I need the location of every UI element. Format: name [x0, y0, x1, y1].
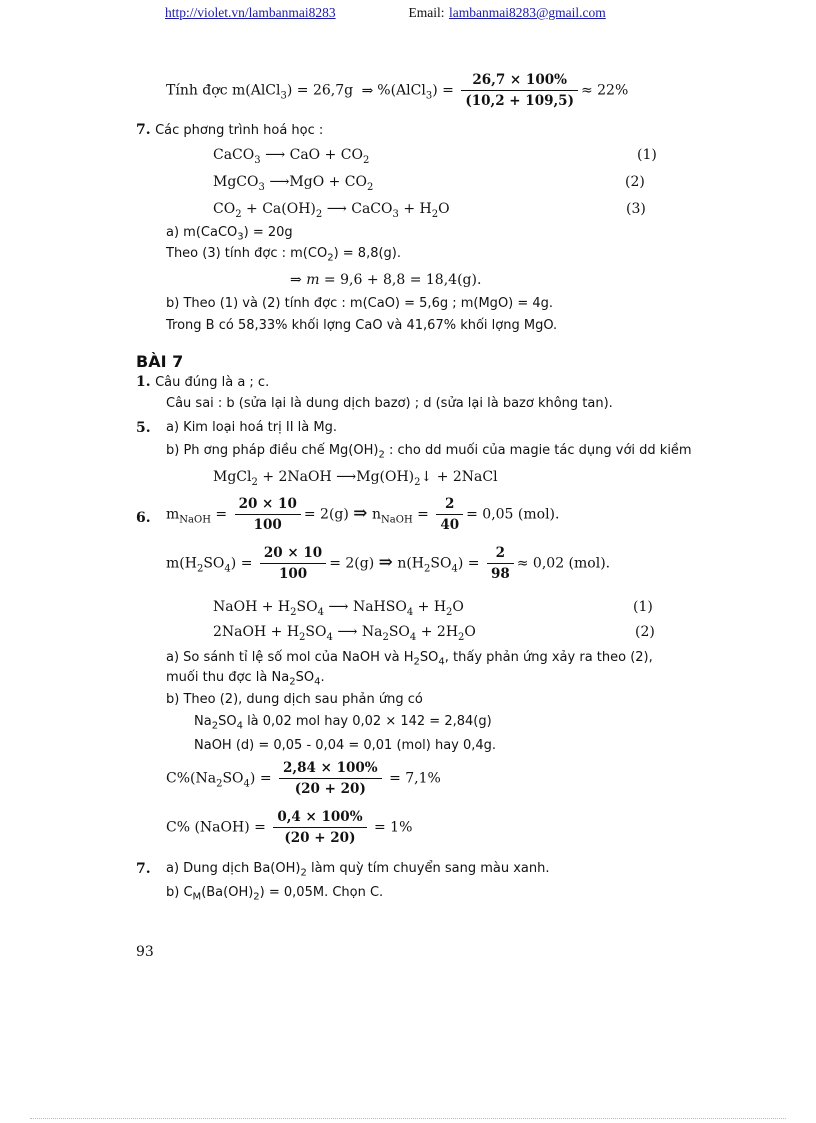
right-arrow-icon: ⟶	[336, 469, 357, 485]
bai7-q6-number: 6.	[136, 510, 151, 526]
fraction-naoh-mass: $\frac{20 \times 10}{100}$	[235, 496, 301, 533]
implies-arrow-icon: ⇒	[378, 552, 393, 573]
header-email-link[interactable]: lambanmai8283@gmail.com	[448, 5, 606, 20]
bai7-q1: 1. Câu đúng là a ; c.	[136, 374, 270, 390]
c-percent-naoh: C% (NaOH) = $\frac{0,4 \times 100\%}{(20 + 20)}$ = 1%	[166, 809, 413, 846]
bai7-q7-number: 7.	[136, 861, 151, 877]
section-title-bai-7: BÀI 7	[136, 352, 184, 371]
fraction-h2so4-mass: $\frac{20 \times 10}{100}$	[260, 545, 326, 582]
bai7-q5-a: a) Kim loại hoá trị II là Mg.	[166, 420, 337, 435]
bai7-q5-b: b) Ph ơng pháp điều chế $Mg(OH)_2$ : cho dd muối của magie tác dụng với dd kiềm	[166, 443, 692, 461]
equation-3-number: (3)	[626, 201, 646, 217]
question-7-heading: 7. Các phơng trình hoá học :	[136, 122, 324, 138]
equation-2-number: (2)	[625, 174, 645, 190]
bai7-q7-a: a) Dung dịch $Ba(OH)_2$ làm quỳ tím chuyển sang màu xanh.	[166, 861, 550, 879]
equation-1-number: (1)	[637, 147, 657, 163]
na2so4-line: $Na_2SO_4$ là 0,02 mol hay 0,02 × 142 = 2,84(g)	[194, 714, 492, 732]
page-bottom-divider	[30, 1118, 786, 1119]
right-arrow-icon: ⟶	[269, 174, 290, 190]
right-arrow-icon: ⟶	[337, 624, 358, 640]
implies-arrow-icon: ⇒	[361, 82, 374, 99]
answer-a-caco3: a) m(CaCO$_3$) = 20g	[166, 225, 293, 243]
right-arrow-icon: ⟶	[328, 599, 349, 615]
fraction-naoh-mol: $\frac{2}{40}$	[436, 496, 463, 533]
bai7-q5: 5.	[136, 420, 151, 436]
right-arrow-icon: ⟶	[326, 201, 347, 217]
fraction-alcl3: $\frac{26,7 \times 100\%}{(10,2 + 109,5)}$	[461, 72, 578, 109]
alcl3-line: Tính đợc m(AlCl$_3$) = 26,7g ⇒ %(AlCl$_3$) = $\frac{26,7 \times 100\%}{(10,2 + 109,5)}$ ≈ 22%	[166, 72, 629, 109]
naoh-excess-line: NaOH (d) = 0,05 - 0,04 = 0,01 (mol) hay 0,4g.	[194, 738, 497, 753]
right-arrow-icon: ⟶	[265, 147, 286, 163]
c-percent-na2so4: $C\%(Na_2SO_4)$ = $\frac{2,84 \times 100\%}{(20 + 20)}$ = 7,1%	[166, 760, 441, 797]
q6-b-line: b) Theo (2), dung dịch sau phản ứng có	[166, 692, 423, 707]
reaction-1: NaOH + $H_2SO_4$ ⟶ NaHSO$_4$ + $H_2O$	[213, 599, 464, 618]
fraction-h2so4-mol: $\frac{2}{98}$	[487, 545, 514, 582]
q6-a-line-1: a) So sánh tỉ lệ số mol của NaOH và $H_2SO_4$, thấy phản ứng xảy ra theo (2),	[166, 650, 653, 668]
reaction-2: 2NaOH + $H_2SO_4$ ⟶ $Na_2SO_4 + 2H_2O$	[213, 624, 476, 643]
bai7-q1-sub: Câu sai : b (sửa lại là dung dịch bazơ) ; d (sửa lại là bazơ không tan).	[166, 396, 613, 411]
header-email-label: Email:	[408, 5, 445, 20]
implies-arrow-icon: ⇒	[353, 503, 368, 524]
equation-2: MgCO$_3$ ⟶MgO + $CO_2$	[213, 174, 374, 193]
reaction-1-number: (1)	[633, 599, 653, 615]
reaction-2-number: (2)	[635, 624, 655, 640]
page-number: 93	[136, 944, 154, 960]
bai7-q5-equation: MgCl$_2$ + 2NaOH $⟶Mg(OH)_2↓$ + 2NaCl	[213, 469, 498, 488]
bai7-q7-b: b) $C_M(Ba(OH)_2) = 0,05M$. Chọn C.	[166, 885, 384, 903]
m-result-line: ⇒ m = 9,6 + 8,8 = 18,4(g).	[290, 272, 482, 288]
fraction-c-na2so4: $\frac{2,84 \times 100\%}{(20 + 20)}$	[279, 760, 382, 797]
theo-3-line: Theo (3) tính đợc : $m(CO_2) = 8,8(g)$.	[166, 246, 401, 264]
trong-b-line: Trong B có 58,33% khối lợng CaO và 41,67% khối lợng MgO.	[166, 318, 558, 333]
fraction-c-naoh: $\frac{0,4 \times 100\%}{(20 + 20)}$	[273, 809, 366, 846]
equation-3: $CO_2 + Ca(OH)_2$ ⟶ CaCO$_3$ + $H_2O$	[213, 201, 450, 220]
naoh-mass-line: $m_{NaOH}$ = $\frac{20 \times 10}{100}$ = 2(g) ⇒ $n_{NaOH}$ = $\frac{2}{40}$ = 0,05 (mol).	[166, 496, 560, 533]
q6-a-line-2: muối thu đợc là $Na_2SO_4$.	[166, 670, 325, 688]
down-arrow-icon: ↓	[420, 469, 433, 485]
implies-arrow-icon: ⇒	[290, 272, 302, 288]
header-url-link[interactable]: http://violet.vn/lambanmai8283	[165, 5, 336, 20]
equation-1: CaCO$_3$ ⟶ CaO + $CO_2$	[213, 147, 370, 166]
h2so4-mass-line: $m(H_2SO_4)$ = $\frac{20 \times 10}{100}$ = 2(g) ⇒ $n(H_2SO_4)$ = $\frac{2}{98}$ ≈ 0,02 (mol).	[166, 545, 611, 582]
page-header	[165, 5, 606, 21]
answer-b-line: b) Theo (1) và (2) tính đợc : m(CaO) = 5,6g ; m(MgO) = 4g.	[166, 296, 554, 311]
